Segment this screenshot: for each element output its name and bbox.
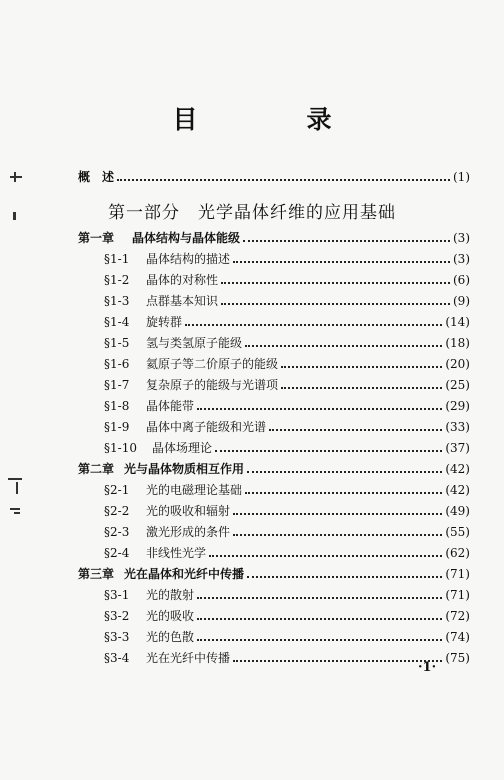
toc-row-section [104,376,470,394]
scan-mark [14,512,20,514]
toc-page-number: (71) [445,567,470,581]
scan-mark [8,478,22,480]
toc-row-section [104,397,470,415]
toc-section-number: §2-3 [104,525,130,539]
toc-section-number: §1-4 [104,315,130,329]
toc-page-number: (55) [445,525,470,539]
toc-chapter-title: 晶体结构与晶体能级 [132,231,241,245]
toc-section-number: §3-2 [104,609,130,623]
toc-row-section [104,523,470,541]
scan-mark [16,482,18,494]
dot-leader [215,450,442,452]
toc-row-chapter [78,565,470,583]
toc-page-number: (9) [453,294,470,308]
scan-mark [14,172,16,182]
toc-page-number: (6) [453,273,470,287]
toc-row-section [104,313,470,331]
toc-page-number: (49) [445,504,470,518]
toc-section-number: §3-1 [104,588,130,602]
toc-section-number: §2-1 [104,483,130,497]
toc-section-title: 晶体中离子能级和光谱 [146,420,267,434]
toc-page-number: (37) [445,441,470,455]
dot-leader [281,387,442,389]
toc-section-number: §2-2 [104,504,130,518]
toc-section-number: §1-6 [104,357,130,371]
toc-section-number: §1-9 [104,420,130,434]
dot-leader [243,240,450,242]
toc-section-title: 激光形成的条件 [146,525,231,539]
toc-row-section [104,271,470,289]
toc-row-section [104,439,470,457]
toc-overview-label: 概 述 [78,170,115,184]
toc-section-number: §1-3 [104,294,130,308]
part-heading: 第一部分 光学晶体纤维的应用基础 [108,203,396,223]
dot-leader [221,303,450,305]
toc-page-number: (1) [453,170,470,184]
toc-row-section [104,649,470,667]
toc-section-title: 光的电磁理论基础 [146,483,243,497]
toc-section-title: 非线性光学 [146,546,207,560]
toc-page-number: (42) [445,462,470,476]
dot-leader [221,282,450,284]
toc-section-title: 晶体的对称性 [146,273,219,287]
toc-page-number: (42) [445,483,470,497]
dot-leader [247,471,442,473]
dot-leader [281,366,442,368]
dot-leader [197,618,442,620]
toc-row-section [104,502,470,520]
toc-section-title: 氦原子等二价原子的能级 [146,357,279,371]
page-number: ·1· [418,660,437,675]
toc-chapter-title: 光在晶体和光纤中传播 [124,567,245,581]
toc-section-number: §1-7 [104,378,130,392]
toc-row-section [104,418,470,436]
toc-row-section [104,250,470,268]
dot-leader [233,660,442,662]
toc-section-number: §1-10 [104,441,137,455]
toc-section-number: §3-3 [104,630,130,644]
toc-row-chapter [78,460,470,478]
toc-section-title: 晶体场理论 [152,441,213,455]
toc-section-number: §3-4 [104,651,130,665]
dot-leader [247,576,442,578]
toc-chapter-number: 第二章 [78,462,115,476]
dot-leader [233,513,442,515]
toc-page-number: (14) [445,315,470,329]
toc-section-number: §1-2 [104,273,130,287]
toc-section-title: 光在光纤中传播 [146,651,231,665]
toc-section-number: §2-4 [104,546,130,560]
toc-page-number: (72) [445,609,470,623]
toc-row-section [104,355,470,373]
toc-row-section [104,628,470,646]
toc-section-title: 光的吸收和辐射 [146,504,231,518]
toc-page-number: (33) [445,420,470,434]
toc-row-section [104,586,470,604]
toc-section-number: §1-1 [104,252,130,266]
toc-section-number: §1-8 [104,399,130,413]
toc-section-number: §1-5 [104,336,130,350]
toc-section-title: 晶体能带 [146,399,195,413]
toc-row-section [104,292,470,310]
dot-leader [209,555,442,557]
toc-page-number: (3) [453,231,470,245]
toc-row-overview [78,168,470,186]
toc-chapter-number: 第一章 [78,231,115,245]
dot-leader [197,597,442,599]
toc-page-number: (74) [445,630,470,644]
toc-page-number: (18) [445,336,470,350]
toc-page-number: (20) [445,357,470,371]
dot-leader [245,345,442,347]
toc-section-title: 旋转群 [146,315,183,329]
toc-row-section [104,544,470,562]
toc-row-section [104,607,470,625]
dot-leader [185,324,442,326]
dot-leader [197,639,442,641]
scan-mark [10,508,20,510]
toc-page-number: (75) [445,651,470,665]
toc-section-title: 光的色散 [146,630,195,644]
toc-section-title: 点群基本知识 [146,294,219,308]
toc-page-number: (25) [445,378,470,392]
dot-leader [245,492,442,494]
toc-row-section [104,481,470,499]
toc-section-title: 晶体结构的描述 [146,252,231,266]
toc-section-title: 光的散射 [146,588,195,602]
dot-leader [269,429,442,431]
dot-leader [117,179,450,181]
scan-mark [13,212,16,220]
toc-section-title: 光的吸收 [146,609,195,623]
toc-page-number: (71) [445,588,470,602]
toc-page-number: (3) [453,252,470,266]
scan-mark [10,176,22,178]
dot-leader [233,534,442,536]
dot-leader [197,408,442,410]
page-title: 目 录 [172,105,374,134]
toc-chapter-number: 第三章 [78,567,115,581]
dot-leader [233,261,450,263]
toc-page-number: (62) [445,546,470,560]
toc-page-number: (29) [445,399,470,413]
toc-chapter-title: 光与晶体物质相互作用 [124,462,245,476]
toc-section-title: 复杂原子的能级与光谱项 [146,378,279,392]
toc-row-chapter [78,229,470,247]
toc-section-title: 氢与类氢原子能级 [146,336,243,350]
toc-row-section [104,334,470,352]
